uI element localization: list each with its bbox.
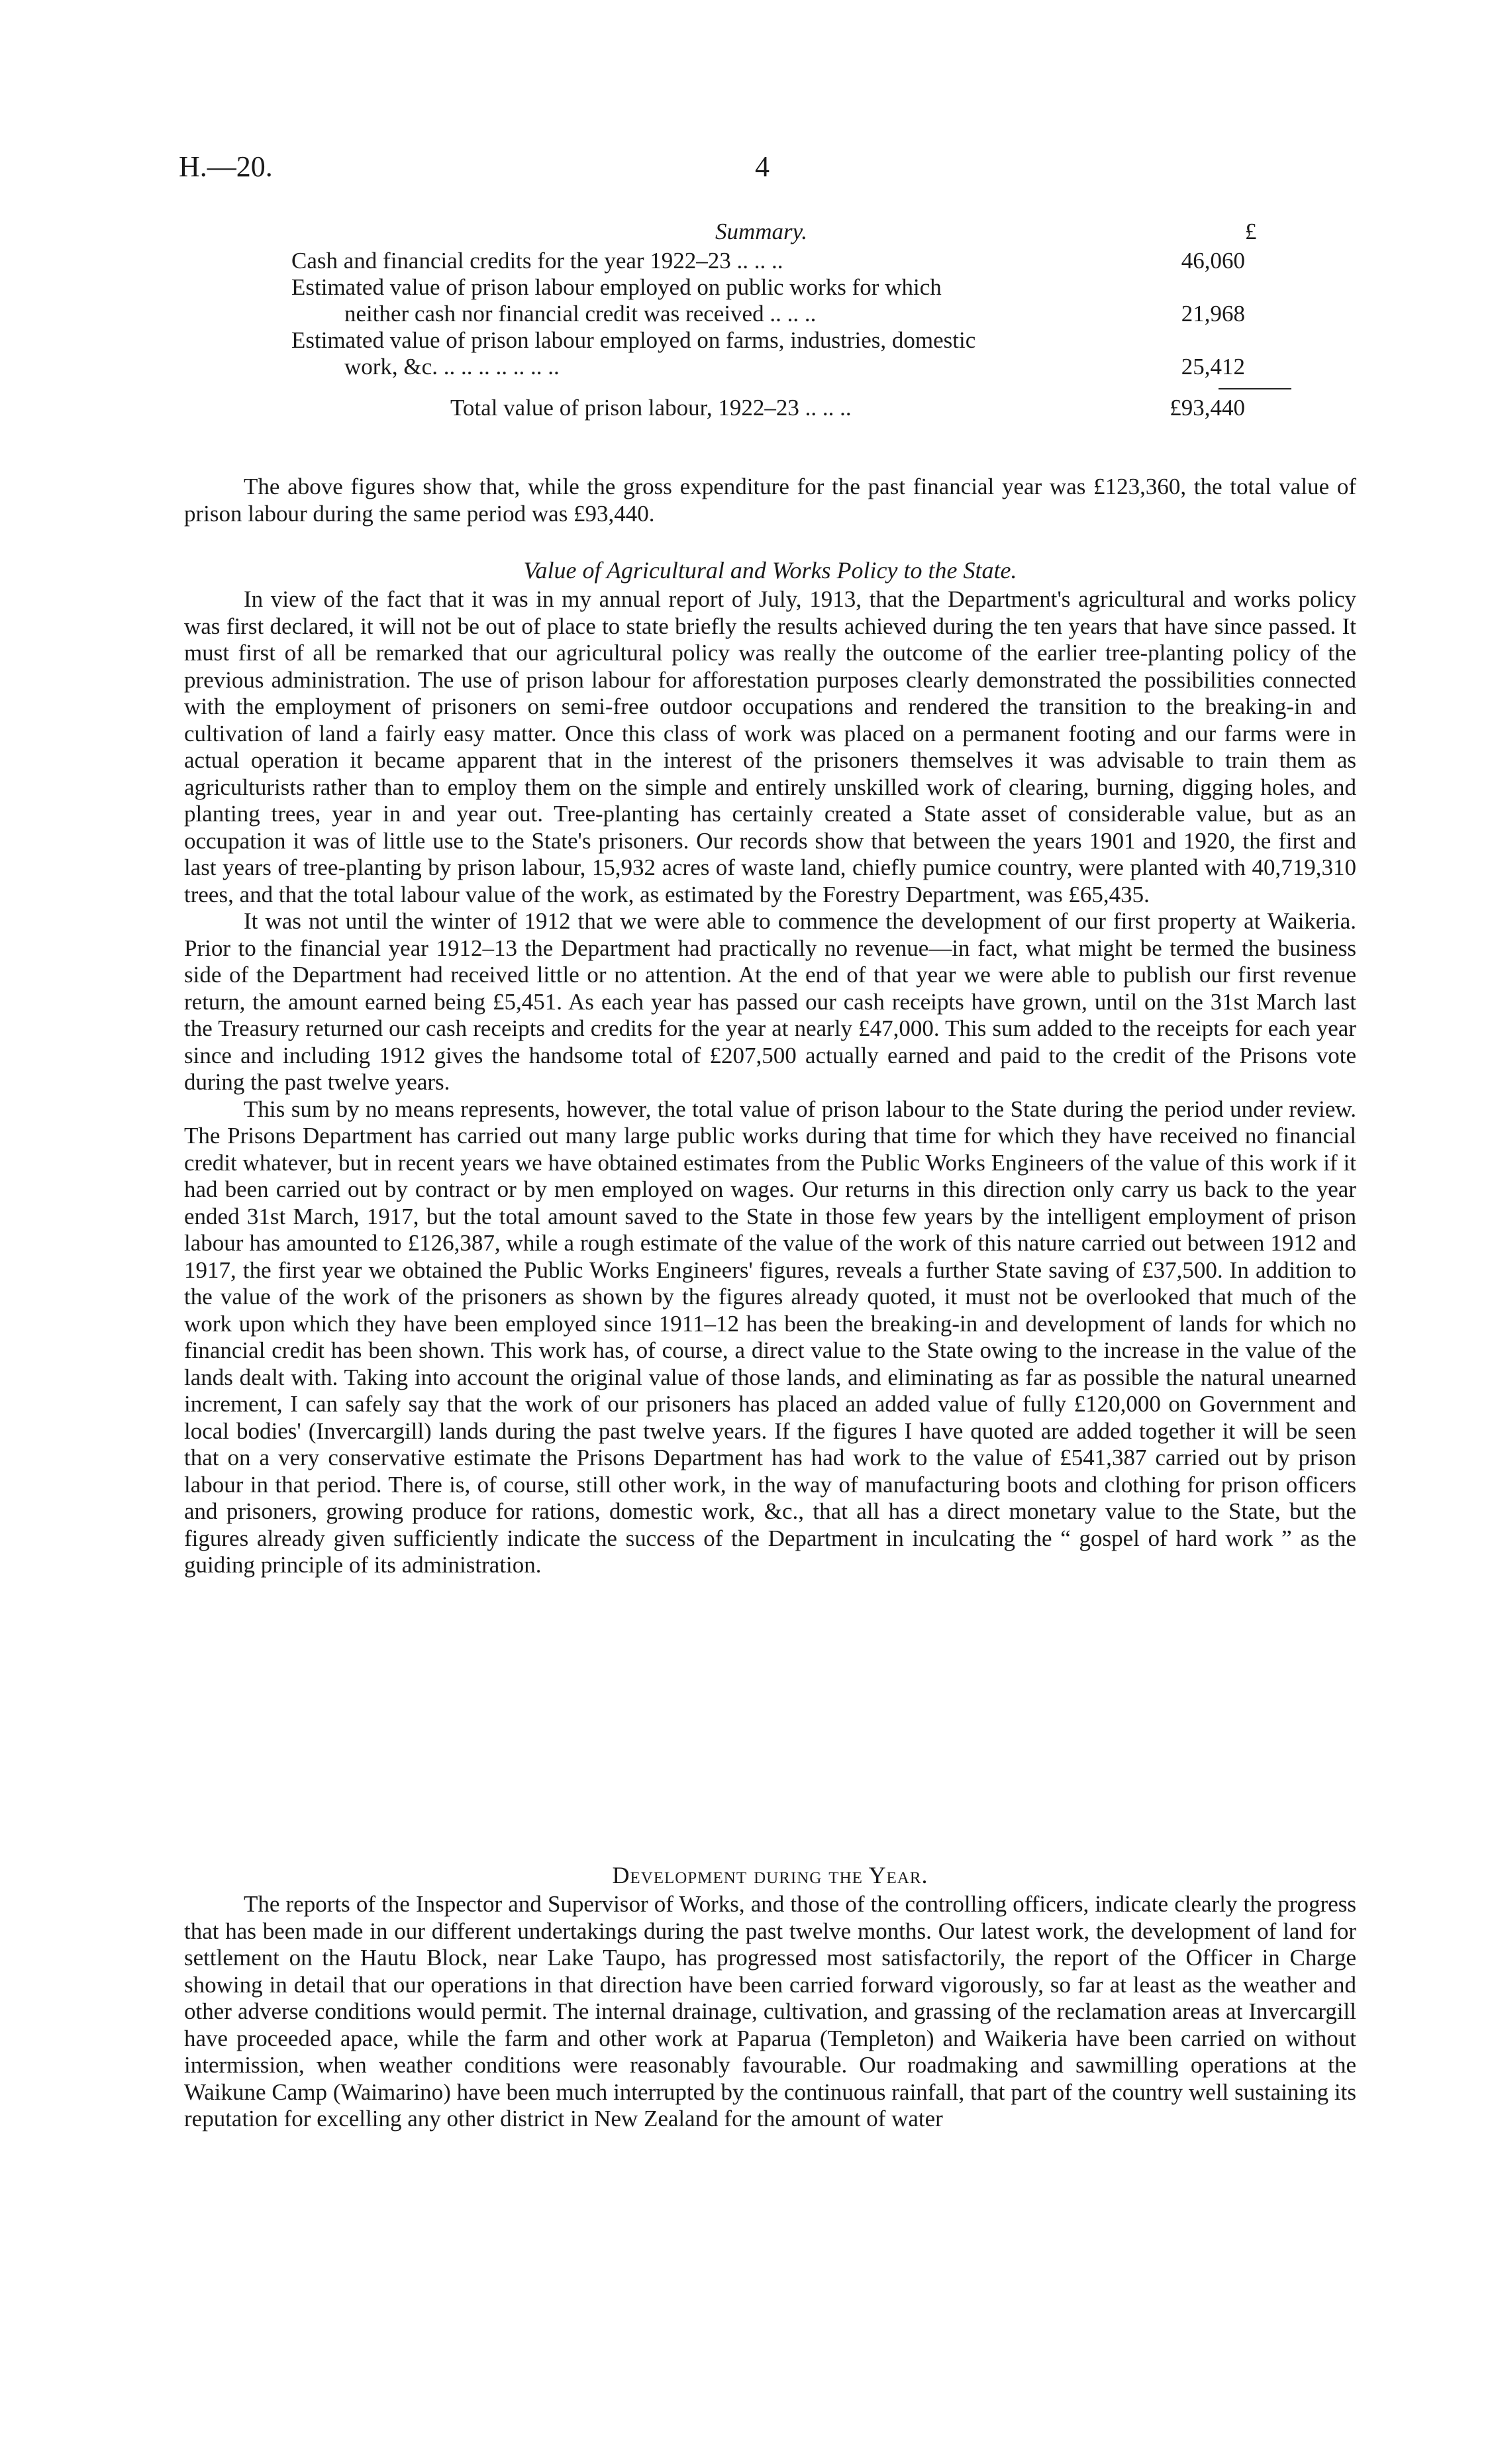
page-header xyxy=(179,150,1351,189)
summary-rule-row xyxy=(291,380,1298,395)
page-number: 4 xyxy=(755,150,770,183)
summary-row-label-continued: work, &c. .. .. .. .. .. .. .. xyxy=(344,354,560,380)
summary-row-label: Estimated value of prison labour employed on farms, industries, domestic xyxy=(291,327,976,353)
summary-unit: £ xyxy=(1245,219,1257,244)
summary-title: Summary. xyxy=(715,219,808,244)
summary-row-label: Estimated value of prison labour employed on public works for which xyxy=(291,274,942,300)
summary-row-amount: 46,060 xyxy=(1181,248,1245,274)
paragraph: The reports of the Inspector and Supervisor of Works, and those of the controlling officers, indicate clearly the progress that has been made in our different undertakings during the past twelve months. Our latest work, the development of land for settlement on the Hautu Block, near Lake Taupo, has progressed most satisfactorily, the report of the Officer in Charge showing in detail that our operations in that direction have been carried forward vigorously, so far at least as the weather and other adverse conditions would permit. The internal drainage, cultivation, and grassing of the reclamation areas at Invercargill have proceeded apace, while the farm and other work at Paparua (Templeton) and Waikeria have been carried on without intermission, when weather conditions were reasonably favourable. Our roadmaking and sawmilling operations at the Waikune Camp (Waimarino) have been much interrupted by the continuous rainfall, that part of the country well sustaining its reputation for excelling any other district in New Zealand for the amount of water xyxy=(184,1891,1356,2131)
summary-total-row xyxy=(291,395,1298,421)
paragraph: It was not until the winter of 1912 that we were able to commence the development of our first property at Waikeria. Prior to the financial year 1912–13 the Department had practically no revenue—in fact, what might be termed the business side of the Department had received little or no attention. At the end of that year we were able to publish our first revenue return, the amount earned being £5,451. As each year has passed our cash receipts have grown, until on the 31st March last the Treasury returned our cash receipts and credits for the year at nearly £47,000. This sum added to the receipts for each year since and including 1912 gives the handsome total of £207,500 actually earned and paid to the credit of the Prisons vote during the past twelve years. xyxy=(184,908,1356,1095)
summary-row-amount: 25,412 xyxy=(1181,354,1245,380)
summary-total-amount: £93,440 xyxy=(1170,395,1245,421)
summary-row xyxy=(291,354,1298,380)
intro-paragraph: The above figures show that, while the gross expenditure for the past financial year was £123,360, the total value of prison labour during the same period was £93,440. xyxy=(184,474,1356,527)
summary-row-line xyxy=(291,327,1298,354)
section-development xyxy=(184,1891,1356,2133)
document-reference: H.—20. xyxy=(179,150,273,183)
summary-row-label: Cash and financial credits for the year 1922–23 .. .. .. xyxy=(291,248,783,274)
summary-title-row xyxy=(291,219,1298,248)
summary-row-line xyxy=(291,274,1298,301)
summary-row xyxy=(291,248,1298,274)
summary-table xyxy=(291,219,1298,421)
section-heading-value-policy: Value of Agricultural and Works Policy to the State. xyxy=(523,557,1017,584)
paragraph: In view of the fact that it was in my annual report of July, 1913, that the Department's agricultural and works policy was first declared, it will not be out of place to state briefly the results achieved during the ten years that have since passed. It must first of all be remarked that our agricultural policy was really the outcome of the earlier tree-planting policy of the previous administration. The use of prison labour for afforestation purposes clearly demonstrated the possibilities connected with the employment of prisoners on semi-free outdoor occupations and rendered the transition to the breaking-in and cultivation of land a fairly easy matter. Once this class of work was placed on a permanent footing and our farms were in actual operation it became apparent that in the interest of the prisoners themselves it was advisable to train them as agriculturists rather than to employ them on the simple and entirely unskilled work of clearing, burning, digging holes, and planting trees, year in and year out. Tree-planting has certainly created a State asset of considerable value, but as an occupation it was of little use to the State's prisoners. Our records show that between the years 1901 and 1920, the first and last years of tree-planting by prison labour, 15,932 acres of waste land, chiefly pumice country, were planted with 40,719,310 trees, and that the total labour value of the work, as estimated by the Forestry Department, was £65,435. xyxy=(184,586,1356,907)
section-value-policy xyxy=(184,586,1356,1579)
intro-section xyxy=(184,474,1356,527)
summary-row xyxy=(291,301,1298,327)
summary-total-rule xyxy=(1219,388,1291,389)
summary-row-amount: 21,968 xyxy=(1181,301,1245,327)
paragraph: This sum by no means represents, however, the total value of prison labour to the State during the period under review. The Prisons Department has carried out many large public works during that time for which they have received no financial credit whatever, but in recent years we have obtained estimates from the Public Works Engineers of the value of this work if it had been carried out by contract or by men employed on wages. Our returns in this direction only carry us back to the year ended 31st March, 1917, but the total amount saved to the State in those few years by the intelligent employment of prison labour has amounted to £126,387, while a rough estimate of the value of the work of this nature carried out between 1912 and 1917, the first year we obtained the Public Works Engineers' figures, reveals a further State saving of £37,500. In addition to the value of the work of the prisoners as shown by the figures already quoted, it must not be overlooked that much of the work upon which they have been employed since 1911–12 has been the breaking-in and development of lands for which no financial credit has been shown. This work has, of course, a direct value to the State owing to the increase in the value of the lands dealt with. Taking into account the original value of those lands, and eliminating as far as possible the natural unearned increment, I can safely say that the work of our prisoners has placed an added value of fully £120,000 on Government and local bodies' (Invercargill) lands during the past twelve years. If the figures I have quoted are added together it will be seen that on a very conservative estimate the Prisons Department has had work to the value of £541,387 carried out by prison labour in that period. There is, of course, still other work, in the way of manufacturing boots and clothing for prison officers and prisoners, growing produce for rations, domestic work, &c., that all has a direct monetary value to the State, but the figures already given sufficiently indicate the success of the Department in inculcating the “ gospel of hard work ” as the guiding principle of its administration. xyxy=(184,1096,1356,1578)
section-heading-development: Development during the Year. xyxy=(612,1862,928,1888)
summary-total-label: Total value of prison labour, 1922–23 .. .. .. xyxy=(450,395,852,421)
summary-row-label-continued: neither cash nor financial credit was received .. .. .. xyxy=(344,301,817,327)
